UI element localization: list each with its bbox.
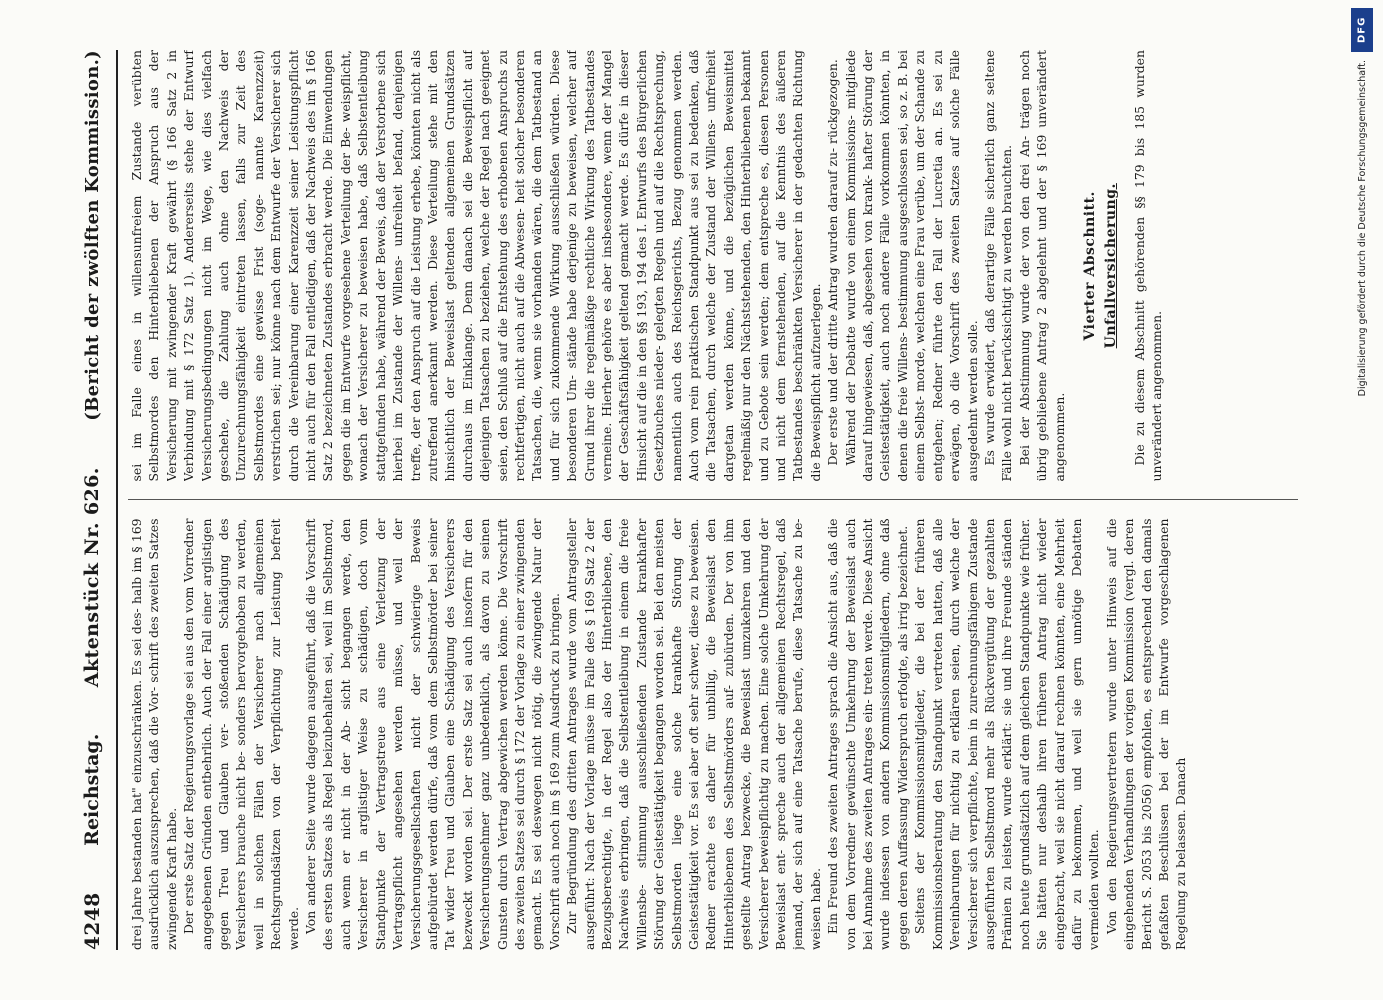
section-subtitle: Unfallversicherung. [1102, 183, 1119, 349]
left-column [128, 519, 1298, 951]
paragraph: Bei der Abstimmung wurde der von den drei An- trägen noch übrig gebliebene Antrag 2 abgelehnt und der § 169 unverändert angenommen. [1016, 50, 1067, 482]
page-header [72, 50, 112, 950]
header-title: Aktenstück Nr. 626. [80, 467, 103, 688]
header-left: Reichstag. [80, 733, 103, 846]
paragraph: drei Jahre bestanden hat" einzuschränken. Es sei des- halb im § 169 ausdrücklich auszusprechen, daß die Vor- schrift des zweiten Satzes zwingende Kraft habe. [128, 518, 179, 950]
paragraph: Der erste Satz der Regierungsvorlage sei aus den vom Vorredner angegebenen Gründen entbehrlich. Auch der Fall einer arglistigen gegen Treu und Glauben ver- stoßenden Schädigung des Versicherers brauche nicht be- sonders hervorgehoben zu werden, weil in solchen Fällen der Versicherer nach allgemeinen Rechtsgrundsätzen von der Verpflichtung zur Leistung befreit werde. [180, 518, 301, 950]
header-subtitle: (Bericht der zwölften Kommission.) [81, 50, 102, 421]
digitization-margin [1347, 0, 1377, 1000]
rotated-document-page [72, 50, 1312, 950]
paragraph: Es wurde erwidert, daß derartige Fälle sicherlich ganz seltene Fälle wohl nicht berücksichtigt zu werden brauchten. [981, 50, 1014, 482]
paragraph: sei im Falle eines in willensunfreiem Zustande verübten Selbstmordes den Hinterbliebenen der Anspruch aus der Versicherung mit zwingender Kraft gewährt (§ 166 Satz 2 in Verbindung mit § 172 Satz 1). Andererseits stehe der Entwurf Versicherungsbedingungen nicht im Wege, wie dies vielfach geschehe, die Zahlung auch ohne den Nachweis der Unzurechnungsfähigkeit eintreten lassen, falls zur Zeit des Selbstmordes eine gewisse Frist (soge- nannte Karenzzeit) verstrichen sei; nur könne nach dem Entwurfe der Versicherer sich durch die Vereinbarung einer Karenzzeit seiner Leistungspflicht nicht auch für den Fall entledigen, daß der Nachweis des im § 166 Satz 2 bezeichneten Zustandes erbracht werde. Die Einwendungen gegen die im Entwurfe vorgesehene Verteilung der Be- weispflicht, wonach der Versicherer zu beweisen habe, daß Selbstentleibung stattgefunden habe, während der Beweis, daß der Verstorbene sich hierbei im Zustande der Willens- unfreiheit befand, denjenigen treffe, der den Anspruch auf die Leistung erhebe, könnten nicht als zutreffend anerkannt werden. Diese Verteilung stehe mit den hinsichtlich der Beweislast geltenden allgemeinen Grundsätzen durchaus im Einklange. Denn danach sei die Beweispflicht auf diejenigen Tatsachen zu beziehen, welche der Regel nach geeignet seien, den Schluß auf die Entstehung des erhobenen Anspruchs zu rechtfertigen, nicht auch auf die Abwesen- heit solcher besonderen Tatsachen, die, wenn sie vorhanden wären, die dem Tatbestand an und für sich zukommende Wirkung ausschließen würden. Diese besonderen Um- stände habe derjenige zu beweisen, welcher auf Grund ihrer die regelmäßige rechtliche Wirkung des Tatbestandes verneine. Hierher gehöre es aber insbesondere, wenn der Mangel der Geschäftsfähigkeit geltend gemacht werde. Es dürfe in dieser Hinsicht auf die in den §§ 193, 194 des I. Entwurfs des Bürgerlichen Gesetzbuches nieder- gelegten Regeln und auf die Rechtsprechung, namentlich auch des Reichsgerichts, Bezug genommen werden. Auch vom rein praktischen Standpunkt aus sei zu bedenken, daß die Tatsachen, durch welche der Zustand der Willens- unfreiheit dargetan werden könne, und die bezüglichen Beweismittel regelmäßig nur den Nächststehenden, den Hinterbliebenen bekannt und zu Gebote sein werden; dem entspreche es, diesen Personen und nicht dem fernstehenden, auf die Kenntnis des äußeren Tatbestandes beschränkten Versicherer in der gedachten Richtung die Beweispflicht aufzuerlegen. [128, 50, 823, 482]
header-rule [116, 50, 118, 950]
section-title: Vierter Abschnitt. [1081, 191, 1098, 341]
right-column [128, 50, 1298, 482]
paragraph: Von anderer Seite wurde dagegen ausgeführt, daß die Vorschrift des ersten Satzes als Regel beizubehalten sei, weil im Selbstmord, auch wenn er nicht in der Ab- sicht begangen werde, den Versicherer in arglistiger Weise zu schädigen, doch vom Standpunkte der Vertragstreue aus eine Verletzung der Vertragspflicht angesehen werden müsse, und weil der Versicherungsgesellschaften nicht der schwierige Beweis aufgebürdet werden dürfe, daß vom dem Selbstmörder bei seiner Tat wider Treu und Glauben eine Schädigung des Versicherers bezweckt worden sei. Der erste Satz sei auch insofern für den Versicherungsnehmer ganz unbedenklich, als davon zu seinen Gunsten durch Vertrag abgewichen werden könne. Die Vorschrift des zweiten Satzes sei durch § 172 der Vorlage zu einer zwingenden gemacht. Es sei deswegen nicht nötig, die zwingende Natur der Vorschrift auch noch im § 169 zum Ausdruck zu bringen. [302, 518, 562, 950]
digitization-note: Digitalisierung gefördert durch die Deutsche Forschungsgemeinschaft. [1356, 60, 1368, 397]
page-number: 4248 [79, 892, 104, 950]
paragraph: Die zu diesem Abschnitt gehörenden §§ 179 bis 185 wurden unverändert angenommen. [1131, 50, 1164, 482]
paragraph: Seitens der Kommissionsmitglieder, die bei der früheren Kommissionsberatung den Standpunkt vertreten hatten, daß alle Vereinbarungen für nichtig zu erklären seien, durch welche der Versicherer sich verpflichte, beim in zurechnungsfähigem Zustande ausgeführten Selbstmord mehr als Rückvergütung der gezahlten Prämien zu leisten, wurde erklärt: sie und ihre Freunde ständen noch heute grundsätzlich auf dem gleichen Standpunkte wie früher. Sie hätten nur deshalb ihren früheren Antrag nicht wieder eingebracht, weil sie nicht darauf rechnen könnten, eine Mehrheit dafür zu bekommen, und weil sie gern unnötige Debatten vermeiden wollten. [911, 518, 1101, 950]
paragraph: Während der Debatte wurde von einem Kommissions- mitgliede darauf hingewiesen, daß, abgesehen von krank- hafter Störung der Geistestätigkeit, auch noch andere Fälle vorkommen könnten, in denen die freie Willens- bestimmung ausgeschlossen sei, so z. B. bei einem Selbst- morde, welchen eine Frau verübe, um der Schande zu entgehen; Redner führte den Fall der Lucretia an. Es sei zu erwägen, ob die Vorschrift des zweiten Satzes auf solche Fälle ausgedehnt werden solle. [842, 50, 979, 482]
paragraph: Der erste und der dritte Antrag wurden darauf zu- rückgezogen. [824, 59, 840, 466]
paragraph: Von den Regierungsvertretern wurde unter Hinweis auf die eingehenden Verhandlungen der vorigen Kommission (vergl. deren Bericht S. 2053 bis 2056) empfohlen, es entsprechend den damals gefaßten Beschlüssen bei der im Entwurfe vorgeschlagenen Regelung zu belassen. Danach [1103, 518, 1188, 950]
column-divider [128, 500, 1298, 501]
paragraph: Ein Freund des zweiten Antrages sprach die Ansicht aus, daß die von dem Vorredner gewünschte Umkehrung der Beweislast auch bei Annahme des zweiten Antrages ein- treten werde. Diese Ansicht wurde indessen von andern Kommissionsmitgliedern, ohne daß gegen deren Auffassung Widerspruch erfolgte, als irrig bezeichnet. [824, 518, 910, 950]
text-columns [128, 50, 1298, 950]
dfg-logo-icon: DFG [1351, 8, 1373, 52]
paragraph: Zur Begründung des dritten Antrages wurde vom Antragsteller ausgeführt: Nach der Vorlage müsse im Falle des § 169 Satz 2 der Bezugsberechtigte, in der Regel also der Hinterbliebene, den Nachweis erbringen, daß die Selbstentleibung in einem die freie Willensbe- stimmung ausschließenden Zustande krankhafter Störung der Geistestätigkeit begangen worden sei. Bei den meisten Selbstmorden liege eine solche krankhafte Störung der Geistestätigkeit vor. Es sei aber oft sehr schwer, diese zu beweisen. Redner erachte es daher für unbillig, die Beweislast den Hinterbliebenen des Selbstmörders auf- zubürden. Der von ihm gestellte Antrag bezwecke, die Beweislast umzukehren und den Versicherer beweispflichtig zu machen. Eine solche Umkehrung der Beweislast ent- spreche auch der allgemeinen Rechtsregel, daß jemand, der sich auf eine Tatsache berufe, diese Tatsache zu be- weisen habe. [563, 518, 823, 950]
